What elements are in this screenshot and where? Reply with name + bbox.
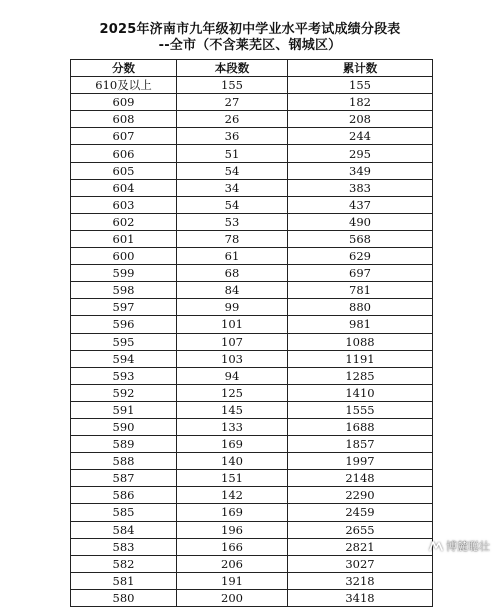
cell-score: 581 [71, 572, 177, 589]
cell-score: 587 [71, 470, 177, 487]
cell-cumulative-count: 1688 [288, 418, 433, 435]
cell-score: 601 [71, 230, 177, 247]
cell-segment-count: 169 [177, 504, 288, 521]
table-row [71, 453, 433, 470]
cell-segment-count: 103 [177, 350, 288, 367]
cell-score: 588 [71, 453, 177, 470]
cell-cumulative-count: 437 [288, 196, 433, 213]
cell-cumulative-count: 2459 [288, 504, 433, 521]
table-row [71, 504, 433, 521]
cell-cumulative-count: 981 [288, 316, 433, 333]
cell-segment-count: 51 [177, 145, 288, 162]
table-row [71, 572, 433, 589]
cell-segment-count: 107 [177, 333, 288, 350]
cell-cumulative-count: 2655 [288, 521, 433, 538]
cell-score: 583 [71, 538, 177, 555]
score-table-container [70, 59, 432, 607]
cell-segment-count: 68 [177, 265, 288, 282]
table-row [71, 111, 433, 128]
column-header-cumulative-count: 累计数 [288, 60, 433, 77]
cell-score: 593 [71, 367, 177, 384]
cell-score: 594 [71, 350, 177, 367]
score-distribution-table [70, 59, 433, 607]
cell-segment-count: 54 [177, 196, 288, 213]
cell-cumulative-count: 1997 [288, 453, 433, 470]
cell-segment-count: 142 [177, 487, 288, 504]
cell-segment-count: 166 [177, 538, 288, 555]
cell-score: 606 [71, 145, 177, 162]
table-row [71, 418, 433, 435]
cell-cumulative-count: 1410 [288, 384, 433, 401]
cell-score: 580 [71, 589, 177, 606]
cell-segment-count: 84 [177, 282, 288, 299]
cell-score: 609 [71, 94, 177, 111]
cell-segment-count: 99 [177, 299, 288, 316]
column-header-segment-count: 本段数 [177, 60, 288, 77]
cell-segment-count: 101 [177, 316, 288, 333]
cell-segment-count: 206 [177, 555, 288, 572]
table-row [71, 401, 433, 418]
cell-score: 591 [71, 401, 177, 418]
cell-segment-count: 151 [177, 470, 288, 487]
page-title: 2025年济南市九年级初中学业水平考试成绩分段表 [99, 22, 401, 37]
table-row [71, 94, 433, 111]
cell-score: 585 [71, 504, 177, 521]
cell-cumulative-count: 1285 [288, 367, 433, 384]
cell-segment-count: 53 [177, 213, 288, 230]
cell-cumulative-count: 155 [288, 77, 433, 94]
cell-score: 596 [71, 316, 177, 333]
cell-segment-count: 191 [177, 572, 288, 589]
cell-cumulative-count: 568 [288, 230, 433, 247]
table-row [71, 538, 433, 555]
cell-segment-count: 26 [177, 111, 288, 128]
page-subtitle: --全市（不含莱芜区、钢城区） [158, 38, 342, 53]
cell-score: 603 [71, 196, 177, 213]
cell-cumulative-count: 2148 [288, 470, 433, 487]
table-row [71, 436, 433, 453]
cell-segment-count: 145 [177, 401, 288, 418]
cell-segment-count: 54 [177, 162, 288, 179]
cell-cumulative-count: 3418 [288, 589, 433, 606]
table-row [71, 384, 433, 401]
cell-segment-count: 140 [177, 453, 288, 470]
cell-segment-count: 94 [177, 367, 288, 384]
cell-score: 589 [71, 436, 177, 453]
cell-cumulative-count: 2290 [288, 487, 433, 504]
cell-cumulative-count: 182 [288, 94, 433, 111]
cell-cumulative-count: 697 [288, 265, 433, 282]
cell-cumulative-count: 781 [288, 282, 433, 299]
cell-cumulative-count: 1191 [288, 350, 433, 367]
cell-cumulative-count: 3218 [288, 572, 433, 589]
table-row [71, 162, 433, 179]
cell-segment-count: 155 [177, 77, 288, 94]
table-row [71, 299, 433, 316]
watermark-text: 博麓聪壮 [446, 540, 490, 553]
cell-score: 598 [71, 282, 177, 299]
cell-cumulative-count: 629 [288, 248, 433, 265]
cell-score: 608 [71, 111, 177, 128]
cell-score: 600 [71, 248, 177, 265]
logo-icon [429, 540, 443, 552]
cell-cumulative-count: 208 [288, 111, 433, 128]
table-header-row [71, 60, 433, 77]
table-row [71, 230, 433, 247]
cell-score: 597 [71, 299, 177, 316]
table-row [71, 487, 433, 504]
cell-score: 607 [71, 128, 177, 145]
table-row [71, 589, 433, 606]
cell-segment-count: 78 [177, 230, 288, 247]
cell-cumulative-count: 244 [288, 128, 433, 145]
cell-segment-count: 34 [177, 179, 288, 196]
cell-cumulative-count: 1088 [288, 333, 433, 350]
table-row [71, 521, 433, 538]
cell-score: 595 [71, 333, 177, 350]
cell-score: 610及以上 [71, 77, 177, 94]
cell-cumulative-count: 349 [288, 162, 433, 179]
table-row [71, 128, 433, 145]
table-row [71, 77, 433, 94]
table-row [71, 316, 433, 333]
cell-cumulative-count: 2821 [288, 538, 433, 555]
cell-cumulative-count: 3027 [288, 555, 433, 572]
table-row [71, 350, 433, 367]
cell-score: 586 [71, 487, 177, 504]
table-row [71, 248, 433, 265]
table-row [71, 145, 433, 162]
table-row [71, 282, 433, 299]
cell-score: 582 [71, 555, 177, 572]
cell-cumulative-count: 295 [288, 145, 433, 162]
cell-score: 605 [71, 162, 177, 179]
cell-segment-count: 133 [177, 418, 288, 435]
table-row [71, 179, 433, 196]
cell-segment-count: 169 [177, 436, 288, 453]
table-body [71, 77, 433, 607]
cell-cumulative-count: 1857 [288, 436, 433, 453]
table-row [71, 470, 433, 487]
cell-segment-count: 61 [177, 248, 288, 265]
table-row [71, 196, 433, 213]
cell-score: 590 [71, 418, 177, 435]
cell-segment-count: 36 [177, 128, 288, 145]
cell-segment-count: 125 [177, 384, 288, 401]
table-row [71, 265, 433, 282]
cell-segment-count: 196 [177, 521, 288, 538]
table-row [71, 213, 433, 230]
cell-score: 599 [71, 265, 177, 282]
table-row [71, 333, 433, 350]
cell-segment-count: 200 [177, 589, 288, 606]
cell-cumulative-count: 880 [288, 299, 433, 316]
cell-score: 592 [71, 384, 177, 401]
table-row [71, 367, 433, 384]
watermark [429, 538, 490, 554]
cell-score: 602 [71, 213, 177, 230]
cell-score: 584 [71, 521, 177, 538]
cell-cumulative-count: 1555 [288, 401, 433, 418]
cell-cumulative-count: 490 [288, 213, 433, 230]
column-header-score: 分数 [71, 60, 177, 77]
cell-cumulative-count: 383 [288, 179, 433, 196]
cell-segment-count: 27 [177, 94, 288, 111]
cell-score: 604 [71, 179, 177, 196]
document-header [0, 22, 500, 54]
